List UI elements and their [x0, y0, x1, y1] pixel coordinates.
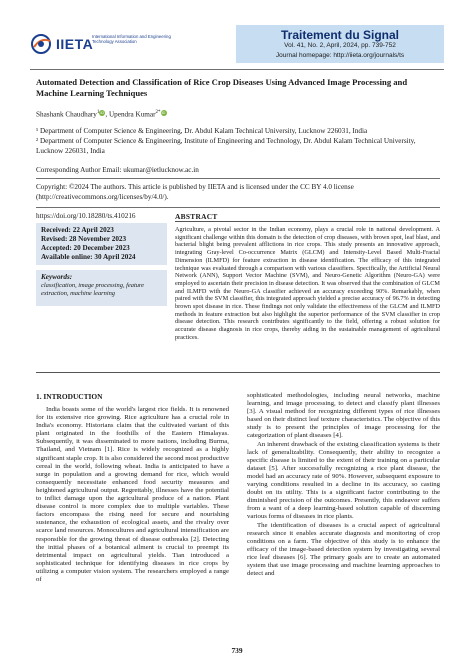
online-date: Available online: 30 April 2024 — [41, 253, 136, 261]
dates-box — [36, 223, 167, 265]
author-line — [36, 110, 167, 118]
affiliation-1: ¹ Department of Computer Science & Engineering, Dr. Abdul Kalam Technical University, Lucknow 226031, India — [36, 127, 368, 135]
corr-divider — [36, 178, 440, 179]
keywords-list: classification, image processing, feature extraction, machine learning — [41, 282, 145, 297]
paragraph: India boasts some of the world's largest rice fields. It is renowned for its extensive rice growing. Rice agriculture has a crucial role in India's economy. Historians claim that the cultivated variant of this plant originated in the foothills of the Eastern Himalayas. Subsequently, it was disseminated to more nations, including Burma, Thailand, and Vietnam [1]. Rice is widely recognized as a highly significant staple crop. It is also considered the second most productive cereal in the world, following wheat. India is anticipated to have a surge in population and a growing demand for rice, which would consequently necessitate enhanced food security measures and heightened agricultural output. Regrettably, illnesses have the potential to inflict damage upon the agricultural produce of a nation. Plant disease control is more complex due to multiple variables. These factors encompass the rising need for secure and nourishing sustenance, the exhaustion of ecological assets, and the rivalry over scarce land resources. Monocultures and agricultural intensification are responsible for the growing threat of disease outbreaks [2]. Detecting the initial phases of a botanical ailment is crucial to preempt its detrimental impact on agricultural yields. Tian introduced a sophisticated technique for identifying diseases in rice crops by utilizing a computer vision system. The researchers employed a range of — [36, 406, 229, 583]
logo-text: IIETA — [56, 36, 94, 52]
copyright-divider — [36, 207, 440, 208]
journal-homepage-link[interactable]: Journal homepage: http://iieta.org/journals/ts — [275, 52, 405, 59]
doi-link[interactable]: https://doi.org/10.18280/ts.410216 — [36, 212, 136, 220]
header-divider — [30, 69, 444, 70]
paragraph: The identification of diseases is a crucial aspect of agricultural research since it enables accurate diagnosis and monitoring of crop conditions on a farm. The objective of this study is to enhance the efficacy of the image-based detection system by investigating several rice leaf diseases [6]. The primary goals are to create an automated system that use image processing and machine learning approaches to detect and — [247, 521, 440, 578]
publisher-logo — [30, 30, 190, 60]
paragraph: An inherent drawback of the existing classification systems is their lack of generalizability. Consequently, their ability to recognize a specific disease is limited to the extent of their training on a particular dataset [5]. After successfully recognizing a rice plant disease, the model had an accuracy rate of 90%. However, subsequent exposure to varying conditions resulted in a decline in its accuracy, so casting doubt on its utility. This is a significant factor contributing to the diminished precision of the outcomes. Presently, this endeavor suffers from a want of a deep learning-based solution capable of discerning various forms of diseases in rice plants. — [247, 440, 440, 521]
section-heading-introduction: 1. INTRODUCTION — [36, 392, 103, 401]
revised-date: Revised: 28 November 2023 — [41, 235, 127, 243]
logo-subtitle: International Information and Engineering Technology Association — [92, 34, 171, 44]
abstract-divider — [175, 221, 440, 222]
abstract-bottom-divider — [36, 372, 440, 373]
journal-banner — [236, 25, 444, 63]
iieta-logo-icon — [30, 33, 54, 55]
orcid-icon[interactable]: iD — [161, 110, 166, 116]
page-number: 739 — [231, 646, 243, 655]
author-1: Shashank Chaudhary — [36, 110, 97, 119]
author-separator: , — [105, 110, 108, 119]
body-column-left — [36, 406, 229, 584]
corresponding-author[interactable]: Corresponding Author Email: ukumar@ietlucknow.ac.in — [36, 166, 199, 174]
abstract-text: Agriculture, a pivotal sector in the Indian economy, plays a crucial role in national development. A significant challenge within this domain is the detection of crop diseases, with brown spot, leaf blast, and bacterial blight being prevalent afflictions in rice crops. This study presents an innovative approach, integrating Gray-level Co-occurrence Matrix (GLCM) and Intensity-Level Based Multi-Fractal Dimension (ILMFD) for feature extraction in disease identification. The efficacy of this integrated technique was evaluated through a comparison with various classifiers. Specifically, the Artificial Neural Network (ANN), Support Vector Machine (SVM), and Neuro-Genetic Algorithm (Neuro-GA) were employed to ascertain their precision in disease detection. It was observed that the combination of GLCM and ILMFD with the Neuro-GA classifier achieved an accuracy exceeding 90%. Remarkably, when paired with the SVM classifier, this integrated approach yielded a precise accuracy of 96.7% in detecting brown spot disease in rice. These findings not only validate the effectiveness of the GLCM and ILMFD methods in feature extraction but also highlight the superior performance of the SVM classifier in crop disease detection. This research contributes significantly to the field, offering a robust solution for accurate disease diagnosis in rice crops, thereby aiding in the sustainable management of agricultural practices. — [175, 226, 440, 341]
paragraph: sophisticated methodologies, including neural networks, machine learning, and image processing, to detect and classify plant illnesses [3]. A visual method for recognizing different types of rice illnesses based on their distinct leaf texture characteristics. The objective of this study is to present the principles of image processing for the categorization of plant diseases [4]. — [247, 392, 440, 440]
received-date: Received: 22 April 2023 — [41, 226, 114, 234]
copyright-notice: Copyright: ©2024 The authors. This article is published by IIETA and is licensed under the CC BY 4.0 license (http://creativecommons.org/licenses/by/4.0/). — [36, 183, 354, 201]
abstract-heading: ABSTRACT — [175, 212, 218, 221]
body-column-right — [247, 392, 440, 578]
keywords-box — [36, 270, 167, 306]
author-2: Upendra Kumar — [108, 110, 156, 119]
affiliation-2: ² Department of Computer Science & Engineering, Institute of Engineering and Technology, Dr. Abdul Kalam Technical University, Lucknow 226031, India — [36, 137, 416, 155]
journal-volume: Vol. 41, No. 2, April, 2024, pp. 739-752 — [284, 42, 396, 49]
paper-title: Automated Detection and Classification of Rice Crop Diseases Using Advanced Image Processing and Machine Learning Techniques — [36, 77, 408, 98]
orcid-icon[interactable]: iD — [100, 110, 105, 116]
author-2-affiliation: 2* — [155, 110, 161, 115]
keywords-heading: Keywords: — [41, 273, 73, 281]
accepted-date: Accepted: 20 December 2023 — [41, 244, 130, 252]
journal-name: Traitement du Signal — [280, 28, 400, 42]
author-1-affiliation: 1 — [96, 110, 100, 115]
